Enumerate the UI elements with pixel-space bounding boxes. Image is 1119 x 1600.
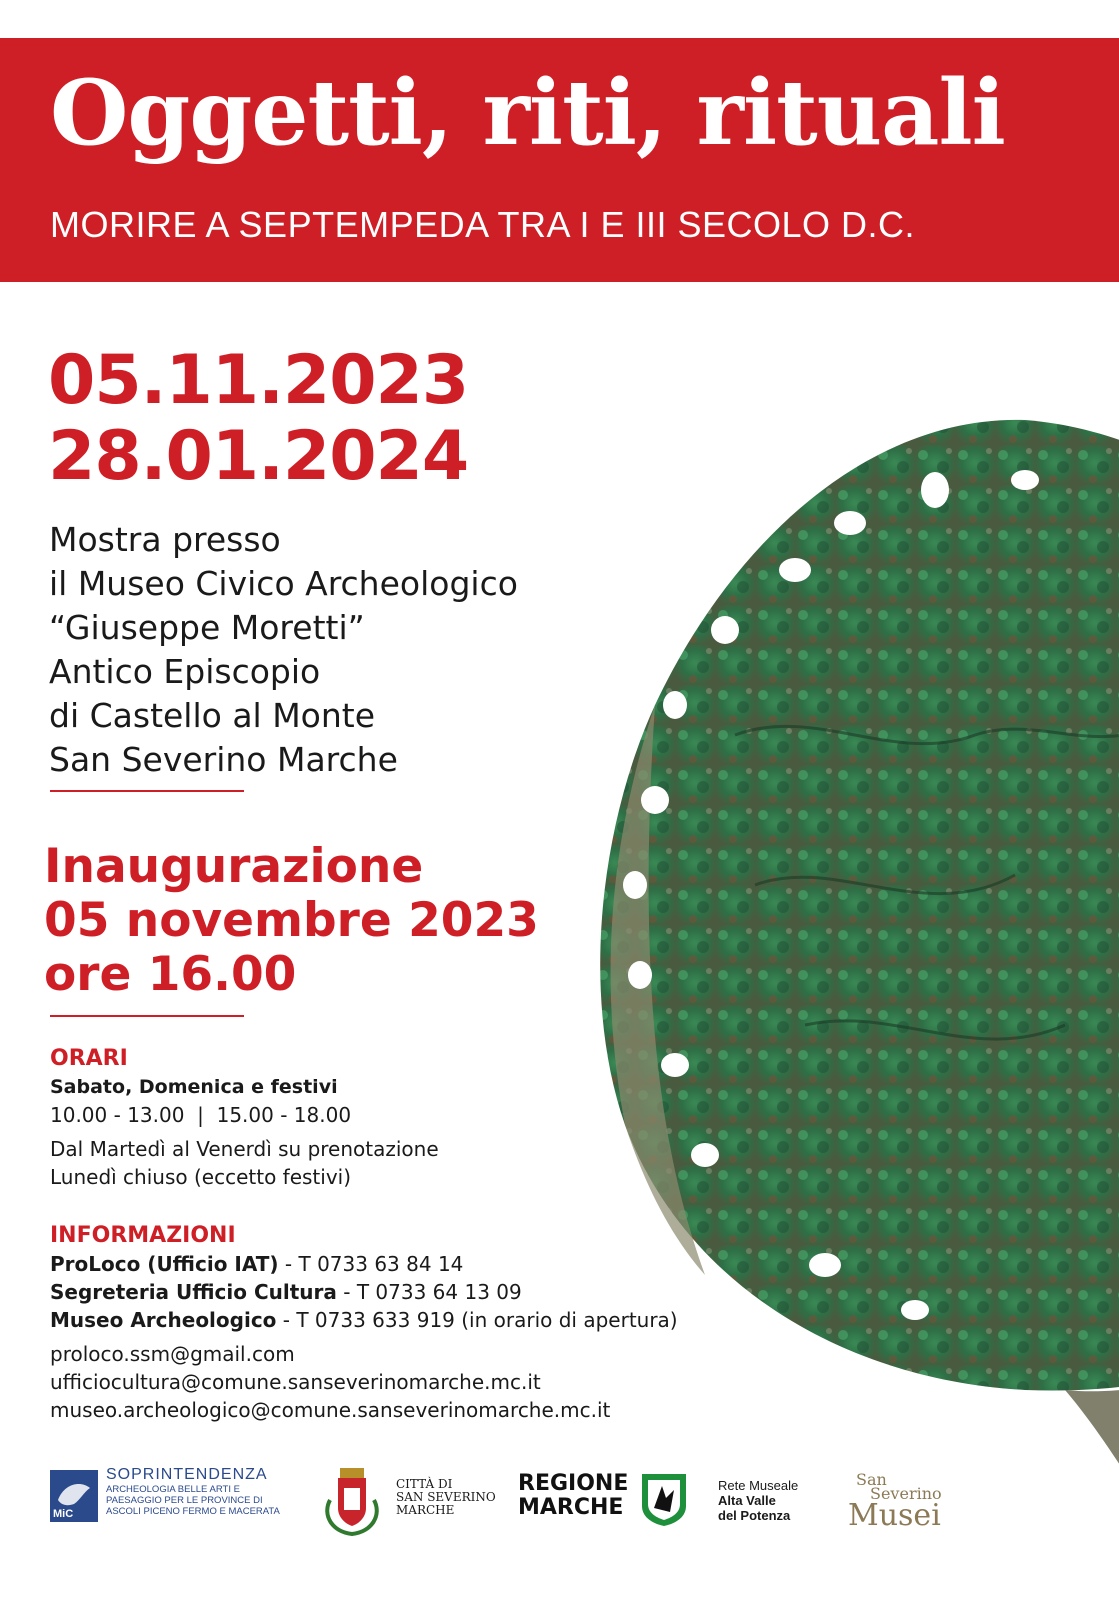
- hours-heading: ORARI: [50, 1046, 128, 1071]
- regione-line: MARCHE: [518, 1495, 624, 1520]
- venue-line: Mostra presso: [49, 520, 281, 559]
- hours-closed: Lunedì chiuso (eccetto festivi): [50, 1165, 352, 1189]
- mic-logo: [50, 1470, 98, 1522]
- venue-description: [49, 518, 518, 782]
- regione-shield-icon: [640, 1472, 688, 1526]
- venue-line: il Museo Civico Archeologico: [49, 564, 518, 603]
- city-name-line: SAN SEVERINO: [396, 1490, 496, 1504]
- musei-line: San: [856, 1470, 887, 1489]
- divider: [50, 1015, 244, 1017]
- contact-row: [50, 1250, 678, 1278]
- contact-name: Segreteria Ufficio Cultura: [50, 1280, 337, 1304]
- contact-row: [50, 1278, 678, 1306]
- divider: [50, 790, 244, 792]
- rete-museale-text: [718, 1478, 798, 1523]
- hours-weekday: Dal Martedì al Venerdì su prenotazione: [50, 1137, 439, 1161]
- soprintendenza-line: ASCOLI PICENO FERMO E MACERATA: [106, 1506, 280, 1517]
- rete-line: Alta Valle: [718, 1493, 776, 1508]
- venue-line: Antico Episcopio: [49, 652, 321, 691]
- hours-times: 10.00 - 13.00 | 15.00 - 18.00: [50, 1103, 352, 1127]
- contact-phone: - T 0733 633 919 (in orario di apertura): [276, 1308, 678, 1332]
- end-date: 28.01.2024: [48, 417, 469, 496]
- city-crest-icon: [320, 1460, 384, 1538]
- city-name-line: MARCHE: [396, 1503, 455, 1517]
- info-heading: INFORMAZIONI: [50, 1223, 236, 1248]
- contact-phone: - T 0733 64 13 09: [336, 1280, 522, 1304]
- exhibition-dates: [48, 343, 468, 495]
- soprintendenza-line: ARCHEOLOGIA BELLE ARTI E: [106, 1484, 240, 1495]
- inauguration-time: ore 16.00: [44, 947, 297, 1002]
- san-severino-musei-logo: [846, 1468, 956, 1538]
- venue-line: San Severino Marche: [49, 740, 398, 779]
- hours-section: [50, 1045, 439, 1191]
- exhibition-title: Oggetti, riti, rituali: [50, 60, 1005, 166]
- exhibition-subtitle: MORIRE A SEPTEMPEDA TRA I E III SECOLO D.C.: [50, 204, 916, 245]
- regione-marche-logo: [640, 1472, 688, 1526]
- info-section: [50, 1222, 678, 1424]
- city-name: [396, 1478, 496, 1517]
- soprintendenza-text: [106, 1466, 280, 1517]
- regione-marche-text: [518, 1472, 628, 1520]
- email-link[interactable]: ufficiocultura@comune.sanseverinomarche.mc.it: [50, 1370, 541, 1394]
- start-date: 05.11.2023: [48, 341, 469, 420]
- mic-label: MiC: [53, 1508, 74, 1520]
- contact-phone: - T 0733 63 84 14: [278, 1252, 464, 1276]
- regione-line: REGIONE: [518, 1471, 629, 1496]
- venue-line: di Castello al Monte: [49, 696, 376, 735]
- contact-name: Museo Archeologico: [50, 1308, 277, 1332]
- inauguration-date: 05 novembre 2023: [44, 893, 539, 948]
- contact-row: [50, 1306, 678, 1334]
- sponsor-logos: [0, 1460, 1119, 1580]
- rete-line: del Potenza: [718, 1508, 791, 1523]
- city-name-line: CITTÀ DI: [396, 1477, 453, 1491]
- email-link[interactable]: museo.archeologico@comune.sanseverinomarche.mc.it: [50, 1398, 611, 1422]
- email-link[interactable]: proloco.ssm@gmail.com: [50, 1342, 295, 1366]
- soprintendenza-name: SOPRINTENDENZA: [106, 1466, 268, 1483]
- inauguration-label: Inaugurazione: [44, 839, 424, 894]
- rete-line: Rete Museale: [718, 1478, 799, 1493]
- hours-days: Sabato, Domenica e festivi: [50, 1076, 338, 1098]
- city-crest-logo: [320, 1460, 384, 1538]
- inauguration-block: [44, 840, 539, 1002]
- musei-line: Musei: [848, 1498, 941, 1533]
- soprintendenza-line: PAESAGGIO PER LE PROVINCE DI: [106, 1495, 263, 1506]
- musei-line: Severino: [870, 1484, 942, 1503]
- venue-line: “Giuseppe Moretti”: [49, 608, 365, 647]
- contact-name: ProLoco (Ufficio IAT): [50, 1252, 279, 1276]
